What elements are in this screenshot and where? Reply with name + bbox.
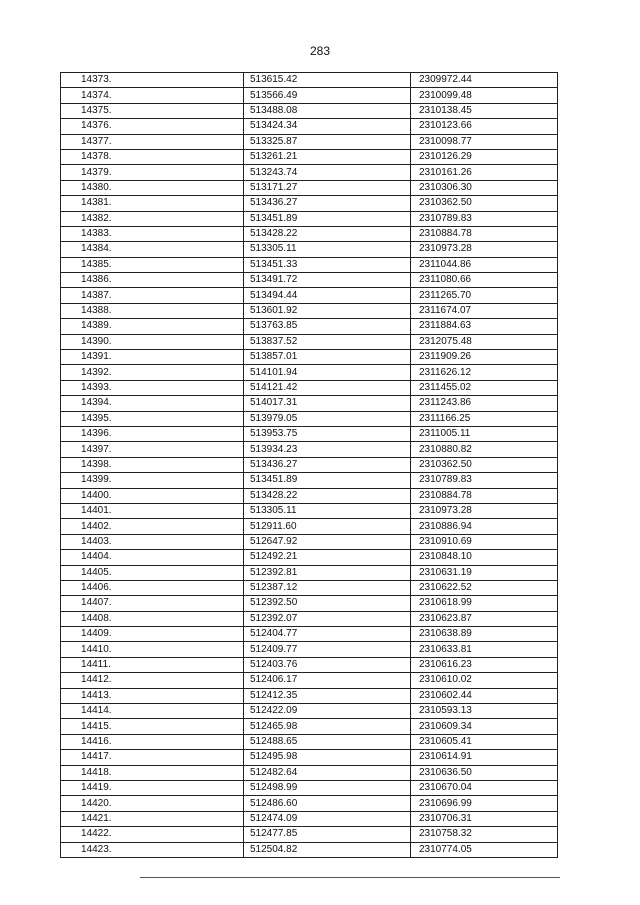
point-number-cell: 14407.	[61, 596, 244, 611]
northing-cell: 2311265.70	[411, 288, 558, 303]
northing-cell: 2310696.99	[411, 796, 558, 811]
easting-cell: 513953.75	[244, 426, 411, 441]
easting-cell: 512404.77	[244, 627, 411, 642]
table-row	[61, 350, 558, 365]
northing-cell: 2310973.28	[411, 503, 558, 518]
easting-cell: 512474.09	[244, 811, 411, 826]
easting-cell: 513615.42	[244, 73, 411, 88]
northing-cell: 2310633.81	[411, 642, 558, 657]
easting-cell: 512392.81	[244, 565, 411, 580]
northing-cell: 2310602.44	[411, 688, 558, 703]
northing-cell: 2310623.87	[411, 611, 558, 626]
easting-cell: 512409.77	[244, 642, 411, 657]
point-number-cell: 14385.	[61, 257, 244, 272]
point-number-cell: 14400.	[61, 488, 244, 503]
point-number-cell: 14378.	[61, 149, 244, 164]
northing-cell: 2310098.77	[411, 134, 558, 149]
table-row	[61, 596, 558, 611]
point-number-cell: 14376.	[61, 119, 244, 134]
point-number-cell: 14418.	[61, 765, 244, 780]
northing-cell: 2310758.32	[411, 827, 558, 842]
easting-cell: 513428.22	[244, 488, 411, 503]
table-row	[61, 380, 558, 395]
easting-cell: 514017.31	[244, 396, 411, 411]
point-number-cell: 14422.	[61, 827, 244, 842]
point-number-cell: 14375.	[61, 103, 244, 118]
table-row	[61, 303, 558, 318]
table-row	[61, 796, 558, 811]
point-number-cell: 14395.	[61, 411, 244, 426]
easting-cell: 512387.12	[244, 580, 411, 595]
point-number-cell: 14388.	[61, 303, 244, 318]
point-number-cell: 14383.	[61, 226, 244, 241]
table-row	[61, 211, 558, 226]
easting-cell: 512504.82	[244, 842, 411, 857]
northing-cell: 2310161.26	[411, 165, 558, 180]
point-number-cell: 14386.	[61, 273, 244, 288]
easting-cell: 513837.52	[244, 334, 411, 349]
easting-cell: 512488.65	[244, 734, 411, 749]
northing-cell: 2311080.66	[411, 273, 558, 288]
point-number-cell: 14396.	[61, 426, 244, 441]
easting-cell: 514101.94	[244, 365, 411, 380]
easting-cell: 513428.22	[244, 226, 411, 241]
table-row	[61, 319, 558, 334]
northing-cell: 2311166.25	[411, 411, 558, 426]
table-row	[61, 580, 558, 595]
easting-cell: 512492.21	[244, 550, 411, 565]
easting-cell: 513566.49	[244, 88, 411, 103]
point-number-cell: 14387.	[61, 288, 244, 303]
easting-cell: 513601.92	[244, 303, 411, 318]
table-row	[61, 780, 558, 795]
table-row	[61, 273, 558, 288]
northing-cell: 2311626.12	[411, 365, 558, 380]
table-row	[61, 642, 558, 657]
easting-cell: 513171.27	[244, 180, 411, 195]
table-row	[61, 103, 558, 118]
point-number-cell: 14399.	[61, 473, 244, 488]
northing-cell: 2310884.78	[411, 226, 558, 241]
northing-cell: 2310609.34	[411, 719, 558, 734]
table-row	[61, 827, 558, 842]
table-row	[61, 149, 558, 164]
northing-cell: 2310099.48	[411, 88, 558, 103]
easting-cell: 512495.98	[244, 750, 411, 765]
northing-cell: 2311909.26	[411, 350, 558, 365]
point-number-cell: 14405.	[61, 565, 244, 580]
easting-cell: 512406.17	[244, 673, 411, 688]
table-row	[61, 411, 558, 426]
northing-cell: 2310618.99	[411, 596, 558, 611]
table-row	[61, 488, 558, 503]
point-number-cell: 14382.	[61, 211, 244, 226]
table-row	[61, 242, 558, 257]
easting-cell: 513494.44	[244, 288, 411, 303]
page-number: 283	[309, 44, 331, 58]
table-row	[61, 165, 558, 180]
point-number-cell: 14419.	[61, 780, 244, 795]
table-row	[61, 257, 558, 272]
easting-cell: 513491.72	[244, 273, 411, 288]
point-number-cell: 14377.	[61, 134, 244, 149]
easting-cell: 512392.50	[244, 596, 411, 611]
table-row	[61, 765, 558, 780]
table-row	[61, 704, 558, 719]
easting-cell: 513451.89	[244, 211, 411, 226]
northing-cell: 2310138.45	[411, 103, 558, 118]
easting-cell: 513436.27	[244, 196, 411, 211]
table-row	[61, 627, 558, 642]
northing-cell: 2310880.82	[411, 442, 558, 457]
easting-cell: 513424.34	[244, 119, 411, 134]
table-row	[61, 457, 558, 472]
northing-cell: 2310848.10	[411, 550, 558, 565]
easting-cell: 513763.85	[244, 319, 411, 334]
northing-cell: 2310605.41	[411, 734, 558, 749]
easting-cell: 513305.11	[244, 242, 411, 257]
easting-cell: 513243.74	[244, 165, 411, 180]
table-row	[61, 550, 558, 565]
point-number-cell: 14416.	[61, 734, 244, 749]
northing-cell: 2310638.89	[411, 627, 558, 642]
point-number-cell: 14402.	[61, 519, 244, 534]
northing-cell: 2311884.63	[411, 319, 558, 334]
point-number-cell: 14421.	[61, 811, 244, 826]
point-number-cell: 14392.	[61, 365, 244, 380]
northing-cell: 2310306.30	[411, 180, 558, 195]
point-number-cell: 14380.	[61, 180, 244, 195]
northing-cell: 2310670.04	[411, 780, 558, 795]
northing-cell: 2310886.94	[411, 519, 558, 534]
easting-cell: 512477.85	[244, 827, 411, 842]
table-row	[61, 88, 558, 103]
point-number-cell: 14403.	[61, 534, 244, 549]
point-number-cell: 14417.	[61, 750, 244, 765]
point-number-cell: 14390.	[61, 334, 244, 349]
northing-cell: 2311674.07	[411, 303, 558, 318]
northing-cell: 2310123.66	[411, 119, 558, 134]
point-number-cell: 14408.	[61, 611, 244, 626]
table-row	[61, 442, 558, 457]
table-row	[61, 473, 558, 488]
easting-cell: 513261.21	[244, 149, 411, 164]
easting-cell: 513857.01	[244, 350, 411, 365]
point-number-cell: 14415.	[61, 719, 244, 734]
table-row	[61, 180, 558, 195]
table-row	[61, 226, 558, 241]
table-row	[61, 688, 558, 703]
table-row	[61, 134, 558, 149]
point-number-cell: 14414.	[61, 704, 244, 719]
table-row	[61, 734, 558, 749]
northing-cell: 2311455.02	[411, 380, 558, 395]
coordinates-table	[60, 72, 558, 858]
point-number-cell: 14374.	[61, 88, 244, 103]
point-number-cell: 14409.	[61, 627, 244, 642]
easting-cell: 513451.33	[244, 257, 411, 272]
point-number-cell: 14391.	[61, 350, 244, 365]
table-row	[61, 196, 558, 211]
point-number-cell: 14373.	[61, 73, 244, 88]
easting-cell: 513325.87	[244, 134, 411, 149]
point-number-cell: 14381.	[61, 196, 244, 211]
table-row	[61, 365, 558, 380]
northing-cell: 2311044.86	[411, 257, 558, 272]
northing-cell: 2309972.44	[411, 73, 558, 88]
table-row	[61, 426, 558, 441]
northing-cell: 2310616.23	[411, 657, 558, 672]
table-row	[61, 534, 558, 549]
northing-cell: 2311005.11	[411, 426, 558, 441]
northing-cell: 2310614.91	[411, 750, 558, 765]
point-number-cell: 14397.	[61, 442, 244, 457]
table-row	[61, 396, 558, 411]
table-row	[61, 119, 558, 134]
point-number-cell: 14413.	[61, 688, 244, 703]
northing-cell: 2310610.02	[411, 673, 558, 688]
northing-cell: 2310789.83	[411, 473, 558, 488]
table-row	[61, 334, 558, 349]
easting-cell: 513451.89	[244, 473, 411, 488]
easting-cell: 514121.42	[244, 380, 411, 395]
table-row	[61, 673, 558, 688]
easting-cell: 512647.92	[244, 534, 411, 549]
easting-cell: 512403.76	[244, 657, 411, 672]
point-number-cell: 14411.	[61, 657, 244, 672]
northing-cell: 2310706.31	[411, 811, 558, 826]
point-number-cell: 14423.	[61, 842, 244, 857]
northing-cell: 2310622.52	[411, 580, 558, 595]
easting-cell: 513436.27	[244, 457, 411, 472]
point-number-cell: 14393.	[61, 380, 244, 395]
easting-cell: 513979.05	[244, 411, 411, 426]
easting-cell: 512482.64	[244, 765, 411, 780]
point-number-cell: 14394.	[61, 396, 244, 411]
table-row	[61, 719, 558, 734]
table-row	[61, 503, 558, 518]
table-row	[61, 842, 558, 857]
northing-cell: 2310126.29	[411, 149, 558, 164]
table-row	[61, 750, 558, 765]
easting-cell: 512486.60	[244, 796, 411, 811]
easting-cell: 512392.07	[244, 611, 411, 626]
point-number-cell: 14379.	[61, 165, 244, 180]
northing-cell: 2310631.19	[411, 565, 558, 580]
point-number-cell: 14401.	[61, 503, 244, 518]
easting-cell: 512412.35	[244, 688, 411, 703]
easting-cell: 512422.09	[244, 704, 411, 719]
northing-cell: 2310636.50	[411, 765, 558, 780]
table-row	[61, 657, 558, 672]
table-row	[61, 565, 558, 580]
coordinates-table-body	[61, 73, 558, 858]
northing-cell: 2310884.78	[411, 488, 558, 503]
footer-divider	[140, 877, 560, 878]
point-number-cell: 14404.	[61, 550, 244, 565]
easting-cell: 512498.99	[244, 780, 411, 795]
point-number-cell: 14398.	[61, 457, 244, 472]
easting-cell: 513934.23	[244, 442, 411, 457]
point-number-cell: 14412.	[61, 673, 244, 688]
table-row	[61, 288, 558, 303]
northing-cell: 2310910.69	[411, 534, 558, 549]
northing-cell: 2310362.50	[411, 457, 558, 472]
easting-cell: 512911.60	[244, 519, 411, 534]
table-row	[61, 611, 558, 626]
easting-cell: 512465.98	[244, 719, 411, 734]
easting-cell: 513488.08	[244, 103, 411, 118]
table-row	[61, 73, 558, 88]
point-number-cell: 14384.	[61, 242, 244, 257]
northing-cell: 2312075.48	[411, 334, 558, 349]
point-number-cell: 14420.	[61, 796, 244, 811]
northing-cell: 2310593.13	[411, 704, 558, 719]
table-row	[61, 519, 558, 534]
point-number-cell: 14410.	[61, 642, 244, 657]
northing-cell: 2310973.28	[411, 242, 558, 257]
northing-cell: 2310789.83	[411, 211, 558, 226]
northing-cell: 2310362.50	[411, 196, 558, 211]
easting-cell: 513305.11	[244, 503, 411, 518]
northing-cell: 2310774.05	[411, 842, 558, 857]
point-number-cell: 14389.	[61, 319, 244, 334]
point-number-cell: 14406.	[61, 580, 244, 595]
northing-cell: 2311243.86	[411, 396, 558, 411]
table-row	[61, 811, 558, 826]
